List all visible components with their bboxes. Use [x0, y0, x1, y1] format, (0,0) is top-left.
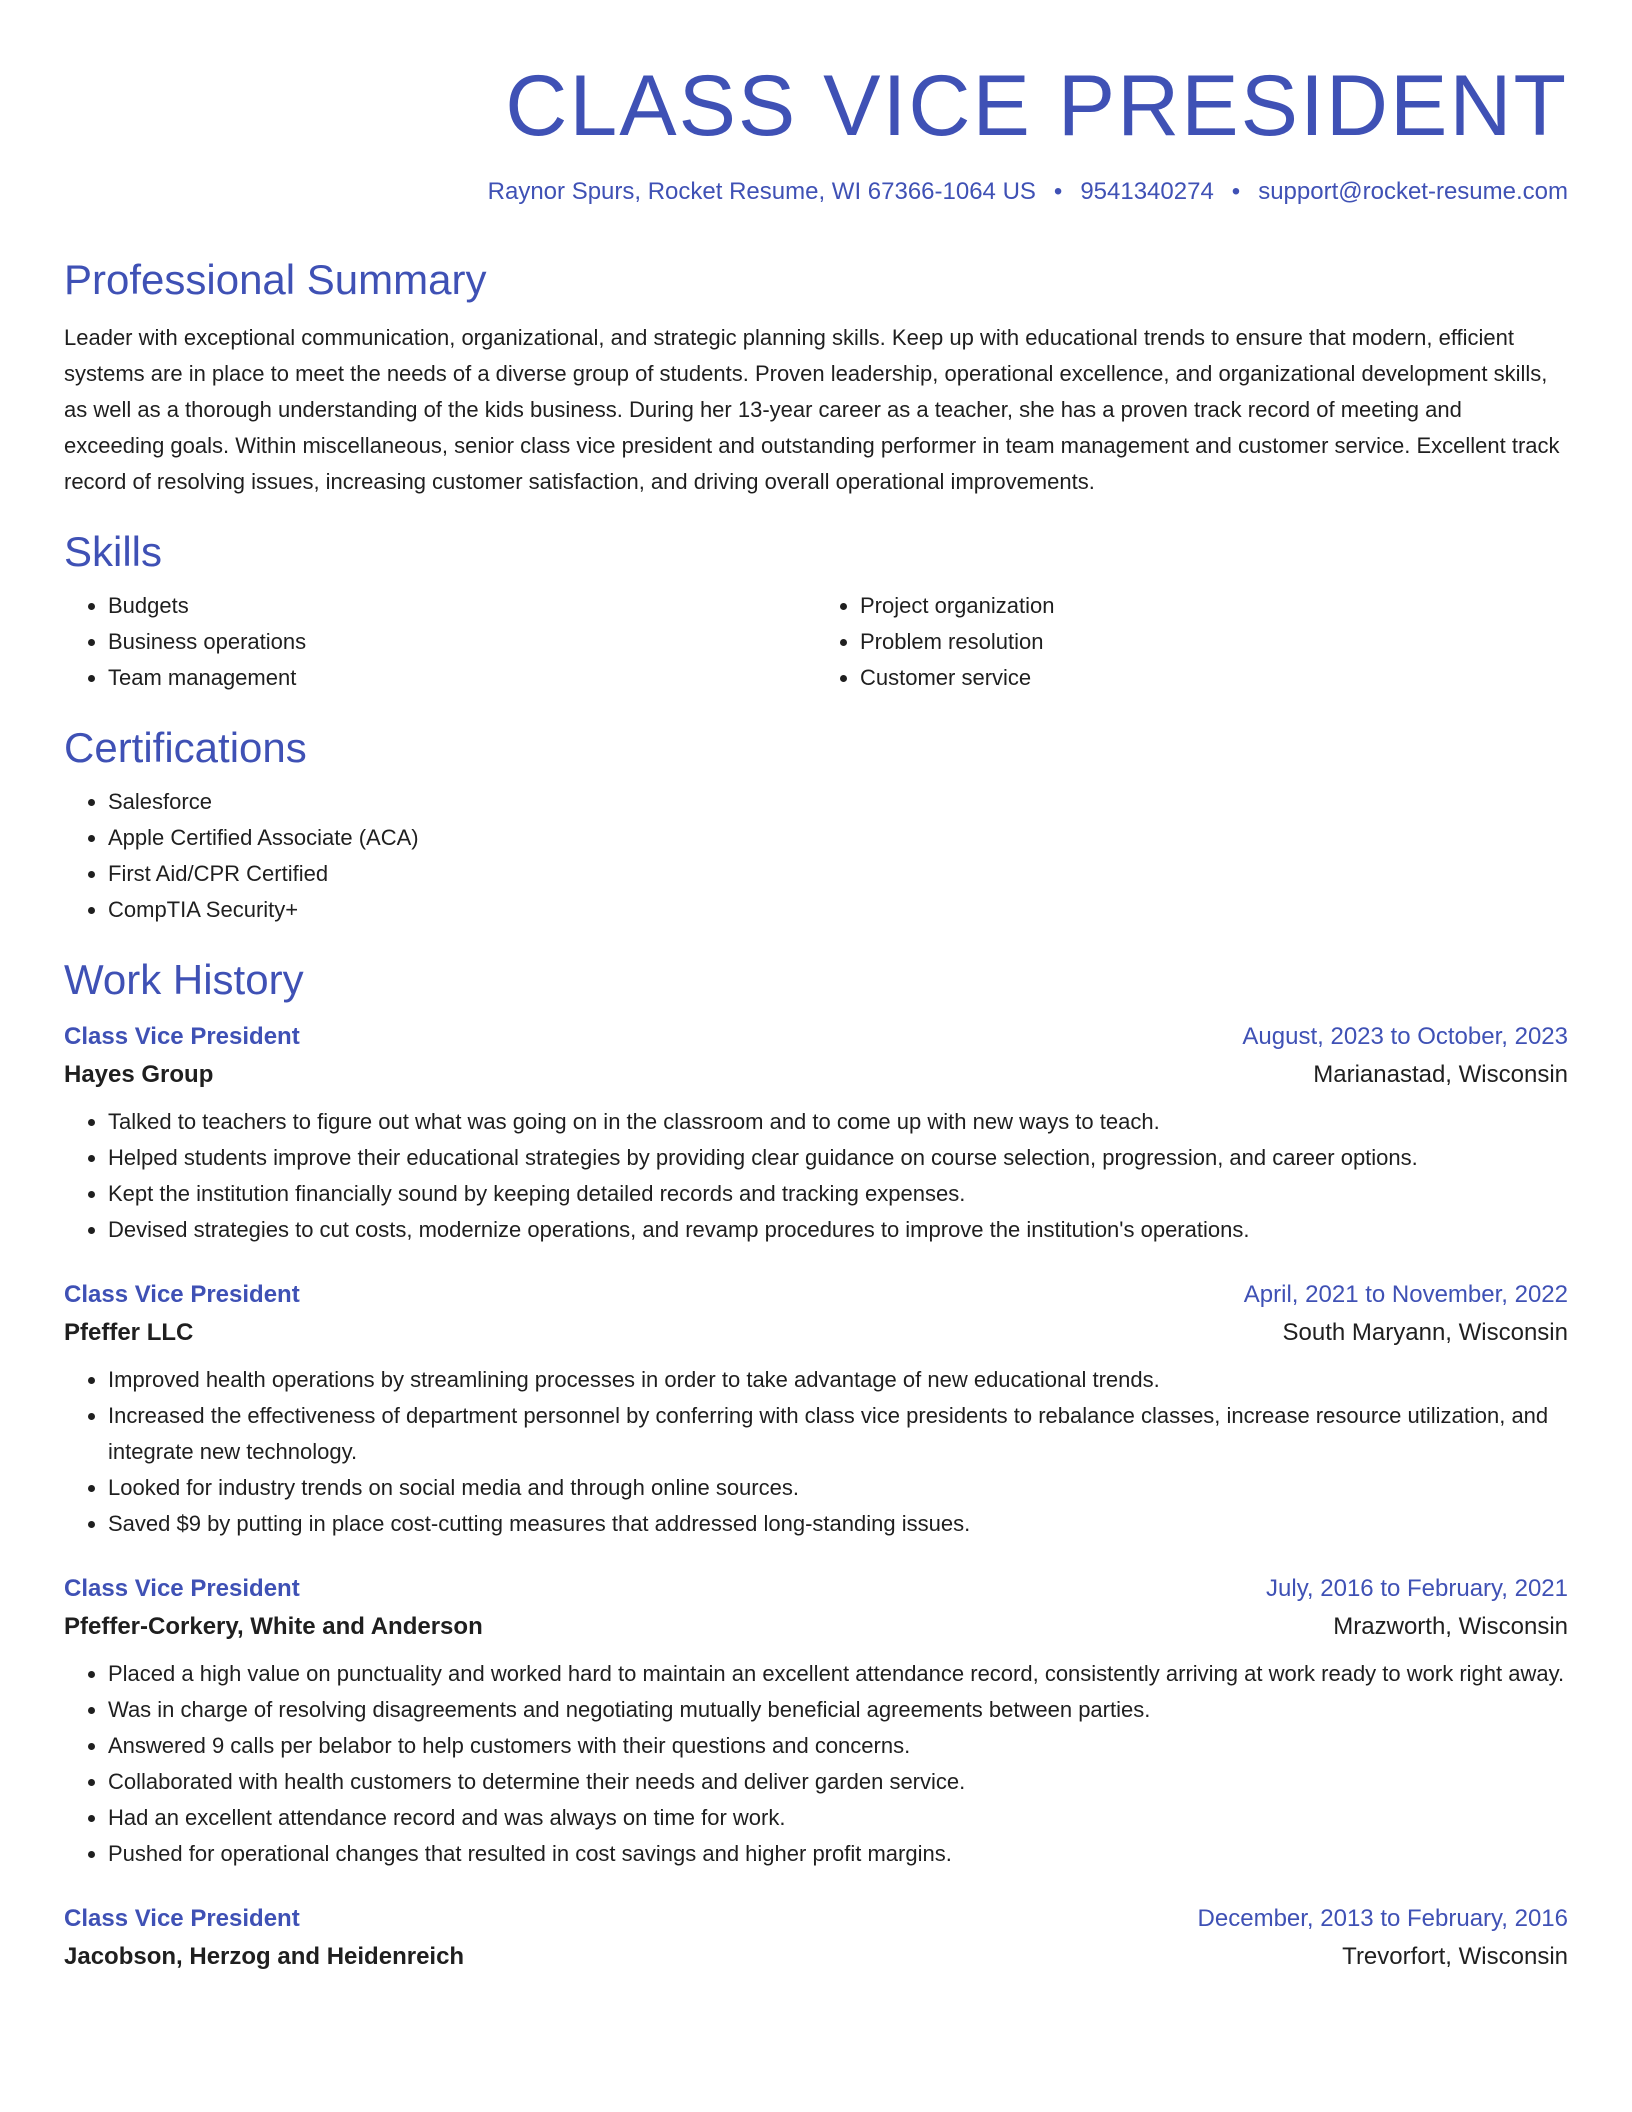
job-bullet: • Saved $9 by putting in place cost-cutting measures that addressed long-standing issues. [108, 1506, 1568, 1542]
certification-item: • Apple Certified Associate (ACA) [108, 820, 1568, 856]
skills-section [64, 526, 1568, 696]
certification-item: • First Aid/CPR Certified [108, 856, 1568, 892]
job-bullet: • Placed a high value on punctuality and worked hard to maintain an excellent attendance record, consistently arriving at work ready to work right away. [108, 1656, 1568, 1692]
job-bullet: • Talked to teachers to figure out what was going on in the classroom and to come up with new ways to teach. [108, 1104, 1568, 1140]
summary-section [64, 254, 1568, 500]
job-company: Pfeffer LLC [64, 1319, 194, 1346]
work-history-heading: Work History [64, 956, 304, 1003]
job-bullet: • Kept the institution financially sound by keeping detailed records and tracking expenses. [108, 1176, 1568, 1212]
job-location: Trevorfort, Wisconsin [1342, 1943, 1568, 1970]
job-title: Class Vice President [64, 1023, 300, 1050]
job-dates: April, 2021 to November, 2022 [1243, 1281, 1568, 1308]
job-entry [64, 1570, 1568, 1872]
job-company: Hayes Group [64, 1061, 214, 1088]
job-company-row [64, 1056, 1568, 1094]
job-dates: August, 2023 to October, 2023 [1242, 1023, 1568, 1050]
job-title-row [64, 1276, 1568, 1314]
job-entry [64, 1276, 1568, 1542]
skills-heading: Skills [64, 528, 163, 575]
job-bullet: • Helped students improve their educational strategies by providing clear guidance on course selection, progression, and career options. [108, 1140, 1568, 1176]
resume-header [64, 56, 1568, 208]
job-company-row [64, 1938, 1568, 1976]
certifications-heading: Certifications [64, 724, 307, 771]
resume-name: CLASS VICE PRESIDENT [505, 58, 1568, 154]
certification-item: • Salesforce [108, 784, 1568, 820]
skill-item: • Budgets [108, 588, 816, 624]
job-bullets [64, 1104, 1568, 1248]
job-title-row [64, 1570, 1568, 1608]
summary-text: Leader with exceptional communication, organizational, and strategic planning skills. Keep up with educational trends to ensure that modern, efficient systems are in place to meet the needs of a diverse group of students. Proven leadership, operational excellence, and organizational development skills, as well as a thorough understanding of the kids business. During her 13-year career as a teacher, she has a proven track record of meeting and exceeding goals. Within miscellaneous, senior class vice president and outstanding performer in team management and customer service. Excellent track record of resolving issues, increasing customer satisfaction, and driving overall operational improvements. [64, 325, 1560, 494]
work-history-section [64, 954, 1568, 1976]
contact-email[interactable]: support@rocket-resume.com [1258, 178, 1568, 205]
skill-item: • Business operations [108, 624, 816, 660]
contact-separator: • [1053, 178, 1063, 205]
skill-item: • Problem resolution [860, 624, 1568, 660]
job-bullet: • Improved health operations by streamlining processes in order to take advantage of new educational trends. [108, 1362, 1568, 1398]
skills-list-left [64, 588, 816, 696]
job-bullet: • Increased the effectiveness of department personnel by conferring with class vice presidents to rebalance classes, increase resource utilization, and integrate new technology. [108, 1398, 1568, 1470]
job-bullet: • Was in charge of resolving disagreements and negotiating mutually beneficial agreements between parties. [108, 1692, 1568, 1728]
skills-list-right [816, 588, 1568, 696]
job-bullets [64, 1362, 1568, 1542]
skill-item: • Team management [108, 660, 816, 696]
contact-separator: • [1231, 178, 1241, 205]
job-dates: December, 2013 to February, 2016 [1197, 1905, 1568, 1932]
contact-line [64, 176, 1568, 208]
job-title-row [64, 1900, 1568, 1938]
job-title: Class Vice President [64, 1281, 300, 1308]
job-company: Pfeffer-Corkery, White and Anderson [64, 1613, 483, 1640]
certification-item: • CompTIA Security+ [108, 892, 1568, 928]
summary-heading: Professional Summary [64, 256, 487, 303]
job-dates: July, 2016 to February, 2021 [1266, 1575, 1568, 1602]
job-company-row [64, 1608, 1568, 1646]
job-bullet: • Had an excellent attendance record and was always on time for work. [108, 1800, 1568, 1836]
job-bullet: • Answered 9 calls per belabor to help customers with their questions and concerns. [108, 1728, 1568, 1764]
job-bullet: • Collaborated with health customers to determine their needs and deliver garden service. [108, 1764, 1568, 1800]
contact-address: Raynor Spurs, Rocket Resume, WI 67366-1064 US [487, 178, 1036, 205]
job-title: Class Vice President [64, 1905, 300, 1932]
job-bullet: • Devised strategies to cut costs, modernize operations, and revamp procedures to improve the institution's operations. [108, 1212, 1568, 1248]
job-company-row [64, 1314, 1568, 1352]
job-title-row [64, 1018, 1568, 1056]
job-location: Marianastad, Wisconsin [1313, 1061, 1568, 1088]
job-bullets [64, 1656, 1568, 1872]
skill-item: • Project organization [860, 588, 1568, 624]
skills-grid [64, 578, 1568, 696]
certifications-section [64, 722, 1568, 928]
certifications-list [64, 784, 1568, 928]
skill-item: • Customer service [860, 660, 1568, 696]
job-location: Mrazworth, Wisconsin [1333, 1613, 1568, 1640]
job-company: Jacobson, Herzog and Heidenreich [64, 1943, 465, 1970]
job-location: South Maryann, Wisconsin [1282, 1319, 1568, 1346]
job-entry [64, 1900, 1568, 1976]
contact-phone[interactable]: 9541340274 [1080, 178, 1214, 205]
job-bullet: • Looked for industry trends on social media and through online sources. [108, 1470, 1568, 1506]
job-entry [64, 1018, 1568, 1248]
job-title: Class Vice President [64, 1575, 300, 1602]
job-bullet: • Pushed for operational changes that resulted in cost savings and higher profit margins. [108, 1836, 1568, 1872]
